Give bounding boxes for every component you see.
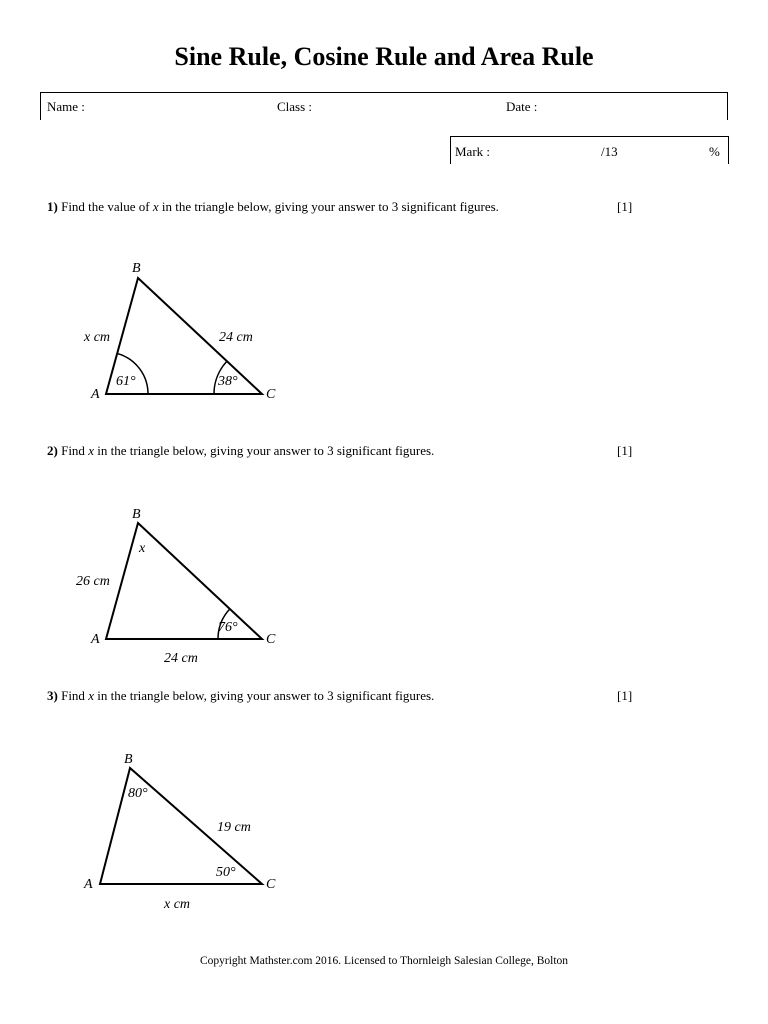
percent-sign: % [709, 144, 720, 159]
triangle-1-side-ab: x cm [84, 330, 111, 345]
question-marks: [1] [617, 688, 633, 703]
question-variable: x [88, 688, 94, 703]
triangle-1-vertex-b: B [132, 261, 141, 276]
question-text-pre: Find the value of [61, 199, 150, 214]
copyright-footer: Copyright Mathster.com 2016. Licensed to Thornleigh Salesian College, Bolton [199, 955, 569, 967]
triangle-2-angle-c: 76° [218, 620, 238, 635]
triangle-1-vertex-a: A [91, 387, 100, 402]
worksheet-title: Sine Rule, Cosine Rule and Area Rule [174, 42, 594, 71]
triangle-3-vertex-c: C [266, 877, 276, 892]
triangle-2-vertex-a: A [91, 632, 100, 647]
triangle-3-angle-b: 80° [128, 786, 148, 801]
question-text-pre: Find [61, 688, 85, 703]
mark-label: Mark : [455, 144, 491, 159]
question-text-post: in the triangle below, giving your answer to 3 significant figures. [97, 688, 435, 703]
triangle-1-vertex-c: C [266, 387, 276, 402]
name-label: Name : [47, 99, 85, 114]
triangle-3-angle-c: 50° [216, 865, 236, 880]
triangle-2-vertex-c: C [266, 632, 276, 647]
question-text-pre: Find [61, 443, 85, 458]
triangle-1-angle-c: 38° [218, 374, 238, 389]
question-text-post: in the triangle below, giving your answer to 3 significant figures. [97, 443, 435, 458]
triangle-3-side-bc: 19 cm [217, 820, 251, 835]
triangle-2-angle-b: x [139, 541, 146, 556]
triangle-3-vertex-a: A [84, 877, 93, 892]
triangle-1-angle-a: 61° [116, 374, 136, 389]
triangle-2-side-ac: 24 cm [164, 651, 198, 666]
mark-total: /13 [601, 144, 618, 159]
triangle-1-side-bc: 24 cm [219, 330, 253, 345]
triangle-3-side-ac: x cm [164, 897, 191, 912]
question-variable: x [152, 199, 159, 214]
question-number: 3) [47, 688, 58, 703]
date-label: Date : [506, 99, 538, 114]
question-variable: x [88, 443, 94, 458]
question-marks: [1] [617, 443, 633, 458]
question-number: 1) [47, 199, 58, 214]
question-number: 2) [47, 443, 58, 458]
triangle-2-side-ab: 26 cm [76, 574, 110, 589]
triangle-3-vertex-b: B [124, 752, 133, 767]
question-text-post: in the triangle below, giving your answer to 3 significant figures. [161, 199, 499, 214]
triangle-2-vertex-b: B [132, 507, 141, 522]
class-label: Class : [277, 99, 313, 114]
question-marks: [1] [617, 199, 633, 214]
